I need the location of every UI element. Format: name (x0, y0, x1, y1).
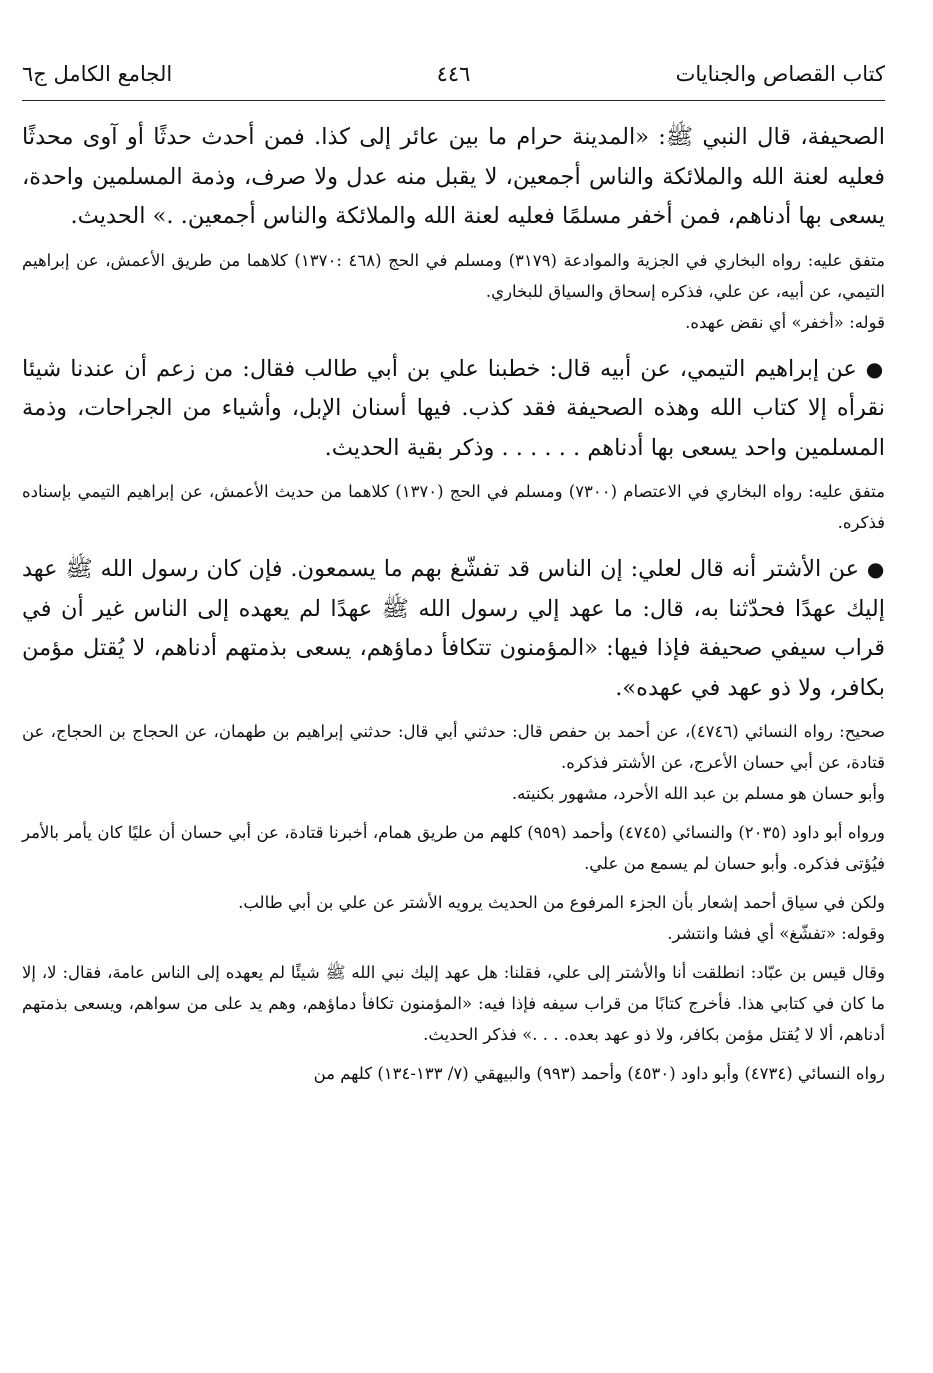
book-title: كتاب القصاص والجنايات (675, 62, 885, 86)
volume-title: الجامع الكامل ج٦ (22, 62, 173, 86)
footnote-takhrij: متفق عليه: رواه البخاري في الجزية والموادعة (٣١٧٩) ومسلم في الحج (٤٦٨ :١٣٧٠) كلاهما من طريق الأعمش، عن إبراهيم التيمي، عن أبيه، عن علي، فذكره إسحاق والسياق للبخاري. (22, 250, 885, 301)
footnote-takhrij: متفق عليه: رواه البخاري في الاعتصام (٧٣٠٠) ومسلم في الحج (١٣٧٠) كلاهما من حديث الأعمش، عن إبراهيم التيمي بإسناده فذكره. (22, 482, 885, 532)
bullet-icon: ● (865, 356, 885, 381)
footnote-takhrij: صحيح: رواه النسائي (٤٧٤٦)، عن أحمد بن حفص قال: حدثني أبي قال: حدثني إبراهيم بن طهمان، عن الحجاج بن الحجاج، عن قتادة، عن أبي حسان الأعرج، عن الأشتر فذكره. (22, 722, 885, 772)
footnote-narrator: وأبو حسان هو مسلم بن عبد الله الأحرد، مشهور بكنيته. (511, 784, 885, 803)
footnote-takhrij: رواه النسائي (٤٧٣٤) وأبو داود (٤٥٣٠) وأحمد (٩٩٣) والبيهقي (٧/ ١٣٣-١٣٤) كلهم من (313, 1064, 885, 1083)
footnote-comment: ولكن في سياق أحمد إشعار بأن الجزء المرفوع من الحديث يرويه الأشتر عن علي بن أبي طالب. (238, 893, 885, 912)
hadith-paragraph: ● عن إبراهيم التيمي، عن أبيه قال: خطبنا علي بن أبي طالب فقال: من زعم أن عندنا شيئا نقرأه إلا كتاب الله وهذه الصحيفة فقد كذب. فيها أسنان الإبل، وأشياء من الجراحات، وذمة المسلمين واحد يسعى بها أدناهم . . . . . . وذكر بقية الحديث. (22, 355, 885, 461)
bullet-icon: ● (866, 557, 886, 581)
page-body (22, 118, 885, 1089)
footnote-takhrij: ورواه أبو داود (٢٠٣٥) والنسائي (٤٧٤٥) وأحمد (٩٥٩) كلهم من طريق همام، أخبرنا قتادة، عن أبي حسان أن عليًا كان يأمر بالأمر فيُؤتى فذكره. وأبو حسان لم يسمع من علي. (22, 823, 885, 873)
footnote-hadith: وقال قيس بن عبّاد: انطلقت أنا والأشتر إلى علي، فقلنا: هل عهد إليك نبي الله ﷺ شيئًا لم يعهده إلى الناس عامة، فقال: لا، إلا ما كان في كتابي هذا. فأخرج كتابًا من قراب سيفه فإذا فيه: «المؤمنون تكافأ دماؤهم، وهم يد على من سواهم، ويسعى بذمتهم أدناهم، ألا لا يُقتل مؤمن بكافر، ولا ذو عهد بعده. . . .» فذكر الحديث. (22, 963, 885, 1044)
header-divider (22, 100, 885, 101)
page-number: ٤٤٦ (436, 62, 471, 86)
footnote-gloss: قوله: «أخفر» أي نقض عهده. (685, 312, 885, 332)
footnote-gloss: وقوله: «تفشّغ» أي فشا وانتشر. (667, 924, 885, 943)
main-paragraph: الصحيفة، قال النبي ﷺ: «المدينة حرام ما بين عائر إلى كذا. فمن أحدث حدثًا أو آوى محدثًا فعليه لعنة الله والملائكة والناس أجمعين، لا يقبل منه عدل ولا صرف، وذمة المسلمين واحدة، يسعى بها أدناهم، فمن أخفر مسلمًا فعليه لعنة الله والملائكة والناس أجمعين. .» الحديث. (22, 124, 885, 229)
running-header (22, 58, 885, 98)
hadith-paragraph: ● عن الأشتر أنه قال لعلي: إن الناس قد تفشّغ بهم ما يسمعون. فإن كان رسول الله ﷺ عهد إليك عهدًا فحدّثنا به، قال: ما عهد إلي رسول الله ﷺ عهدًا لم يعهده إلى الناس غير أن في قراب سيفي صحيفة فإذا فيها: «المؤمنون تتكافأ دماؤهم، يسعى بذمتهم أدناهم، لا يُقتل مؤمن بكافر، ولا ذو عهد في عهده». (22, 556, 886, 701)
